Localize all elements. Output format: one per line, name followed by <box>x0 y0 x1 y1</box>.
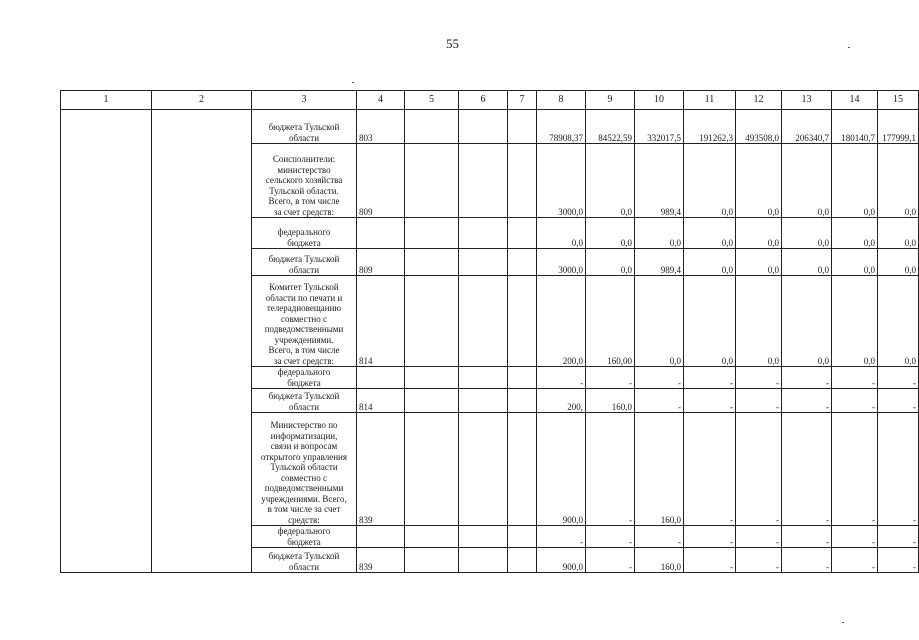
row-description: бюджета Тульской области <box>252 249 357 276</box>
empty-cell <box>508 367 537 389</box>
table-row <box>61 110 919 144</box>
empty-cell <box>405 144 459 218</box>
value-cell: 0,0 <box>832 218 878 249</box>
value-cell: 3000,0 <box>537 144 586 218</box>
value-cell: 206340,7 <box>782 110 832 144</box>
ministry-code: 814 <box>357 276 405 367</box>
value-cell: - <box>736 548 782 573</box>
value-cell: 160,0 <box>635 548 684 573</box>
row-description: Соисполнители: министерство сельского хозяйства Тульской области. Всего, в том числе за счет средств: <box>252 144 357 218</box>
empty-cell <box>508 526 537 548</box>
scan-speck <box>848 47 850 48</box>
empty-cell <box>508 276 537 367</box>
value-cell: 0,0 <box>832 249 878 276</box>
row-description: Министерство по информатизации, связи и вопросам открытого управления Тульской области совместно с подведомственными учреждениями. Всего, в том числе за счет средств: <box>252 413 357 526</box>
ministry-code <box>357 367 405 389</box>
value-cell: - <box>586 548 635 573</box>
value-cell: - <box>832 413 878 526</box>
value-cell: 177999,1 <box>878 110 919 144</box>
value-cell: 160,00 <box>586 276 635 367</box>
row-description: федерального бюджета <box>252 367 357 389</box>
empty-cell <box>459 548 508 573</box>
column-header: 15 <box>878 91 919 110</box>
value-cell: - <box>878 367 919 389</box>
empty-cell <box>459 389 508 413</box>
value-cell: 989,4 <box>635 249 684 276</box>
empty-cell <box>459 367 508 389</box>
value-cell: - <box>586 526 635 548</box>
empty-cell <box>405 218 459 249</box>
value-cell: 84522,59 <box>586 110 635 144</box>
value-cell: 0,0 <box>878 218 919 249</box>
empty-cell <box>459 249 508 276</box>
value-cell: - <box>832 389 878 413</box>
column-header: 3 <box>252 91 357 110</box>
value-cell: 0,0 <box>782 144 832 218</box>
empty-cell <box>405 249 459 276</box>
empty-cell <box>508 249 537 276</box>
column-header: 4 <box>357 91 405 110</box>
value-cell: - <box>832 526 878 548</box>
value-cell: - <box>684 389 736 413</box>
value-cell: - <box>782 413 832 526</box>
value-cell: 0,0 <box>684 218 736 249</box>
column-header: 12 <box>736 91 782 110</box>
column-header: 1 <box>61 91 152 110</box>
value-cell: - <box>684 367 736 389</box>
empty-cell <box>405 389 459 413</box>
empty-cell <box>405 413 459 526</box>
value-cell: 160,0 <box>635 413 684 526</box>
ministry-code <box>357 218 405 249</box>
value-cell: 0,0 <box>878 249 919 276</box>
value-cell: 0,0 <box>736 276 782 367</box>
scan-speck <box>842 622 844 623</box>
merged-cell-col1 <box>61 110 152 573</box>
value-cell: - <box>586 413 635 526</box>
value-cell: - <box>635 367 684 389</box>
empty-cell <box>508 413 537 526</box>
column-header: 13 <box>782 91 832 110</box>
value-cell: - <box>832 367 878 389</box>
column-header: 8 <box>537 91 586 110</box>
ministry-code: 809 <box>357 144 405 218</box>
row-description: федерального бюджета <box>252 526 357 548</box>
value-cell: - <box>736 367 782 389</box>
value-cell: 493508,0 <box>736 110 782 144</box>
value-cell: 0,0 <box>782 218 832 249</box>
ministry-code: 803 <box>357 110 405 144</box>
value-cell: 0,0 <box>684 276 736 367</box>
value-cell: 0,0 <box>586 218 635 249</box>
ministry-code: 809 <box>357 249 405 276</box>
value-cell: 0,0 <box>684 144 736 218</box>
value-cell: 3000,0 <box>537 249 586 276</box>
budget-table <box>60 90 919 573</box>
column-header: 6 <box>459 91 508 110</box>
merged-cell-col2 <box>152 110 252 573</box>
value-cell: - <box>684 526 736 548</box>
value-cell: - <box>878 548 919 573</box>
value-cell: 0,0 <box>684 249 736 276</box>
ministry-code: 839 <box>357 413 405 526</box>
row-description: бюджета Тульской области <box>252 548 357 573</box>
value-cell: - <box>684 548 736 573</box>
column-header: 11 <box>684 91 736 110</box>
value-cell: 0,0 <box>782 276 832 367</box>
value-cell: 0,0 <box>878 144 919 218</box>
empty-cell <box>508 144 537 218</box>
value-cell: 200, <box>537 389 586 413</box>
value-cell: - <box>782 526 832 548</box>
row-description: федерального бюджета <box>252 218 357 249</box>
page-number: 55 <box>446 36 459 51</box>
value-cell: 0,0 <box>832 276 878 367</box>
empty-cell <box>508 548 537 573</box>
value-cell: 900,0 <box>537 548 586 573</box>
value-cell: - <box>537 367 586 389</box>
scan-speck <box>352 82 354 83</box>
column-header: 7 <box>508 91 537 110</box>
value-cell: - <box>878 413 919 526</box>
value-cell: 0,0 <box>635 218 684 249</box>
empty-cell <box>508 389 537 413</box>
value-cell: 0,0 <box>878 276 919 367</box>
value-cell: - <box>736 526 782 548</box>
value-cell: 180140,7 <box>832 110 878 144</box>
value-cell: 0,0 <box>537 218 586 249</box>
value-cell: 0,0 <box>736 144 782 218</box>
empty-cell <box>508 110 537 144</box>
value-cell: 0,0 <box>736 249 782 276</box>
value-cell: 200,0 <box>537 276 586 367</box>
empty-cell <box>405 276 459 367</box>
table-body <box>61 110 919 573</box>
value-cell: - <box>782 548 832 573</box>
value-cell: - <box>782 389 832 413</box>
empty-cell <box>405 110 459 144</box>
empty-cell <box>459 526 508 548</box>
column-header: 10 <box>635 91 684 110</box>
value-cell: - <box>736 389 782 413</box>
value-cell: 0,0 <box>736 218 782 249</box>
ministry-code <box>357 526 405 548</box>
empty-cell <box>405 548 459 573</box>
value-cell: - <box>635 389 684 413</box>
value-cell: 0,0 <box>586 144 635 218</box>
row-description: Комитет Тульской области по печати и телерадиовещанию совместно с подведомственными учреждениями. Всего, в том числе за счет средств: <box>252 276 357 367</box>
ministry-code: 814 <box>357 389 405 413</box>
value-cell: 160,0 <box>586 389 635 413</box>
empty-cell <box>405 367 459 389</box>
value-cell: - <box>537 526 586 548</box>
value-cell: 332017,5 <box>635 110 684 144</box>
value-cell: 0,0 <box>586 249 635 276</box>
value-cell: 0,0 <box>832 144 878 218</box>
column-header: 14 <box>832 91 878 110</box>
empty-cell <box>459 110 508 144</box>
value-cell: - <box>878 526 919 548</box>
value-cell: - <box>878 389 919 413</box>
value-cell: 989,4 <box>635 144 684 218</box>
column-header: 2 <box>152 91 252 110</box>
value-cell: 0,0 <box>635 276 684 367</box>
row-description: бюджета Тульской области <box>252 389 357 413</box>
value-cell: - <box>832 548 878 573</box>
value-cell: 900,0 <box>537 413 586 526</box>
ministry-code: 839 <box>357 548 405 573</box>
empty-cell <box>508 218 537 249</box>
value-cell: - <box>782 367 832 389</box>
empty-cell <box>405 526 459 548</box>
value-cell: - <box>586 367 635 389</box>
value-cell: 191262,3 <box>684 110 736 144</box>
empty-cell <box>459 276 508 367</box>
value-cell: 78908,37 <box>537 110 586 144</box>
value-cell: - <box>684 413 736 526</box>
row-description: бюджета Тульской области <box>252 110 357 144</box>
value-cell: - <box>635 526 684 548</box>
empty-cell <box>459 144 508 218</box>
column-header: 9 <box>586 91 635 110</box>
column-header: 5 <box>405 91 459 110</box>
value-cell: 0,0 <box>782 249 832 276</box>
empty-cell <box>459 218 508 249</box>
empty-cell <box>459 413 508 526</box>
table-header-row <box>61 91 919 110</box>
value-cell: - <box>736 413 782 526</box>
